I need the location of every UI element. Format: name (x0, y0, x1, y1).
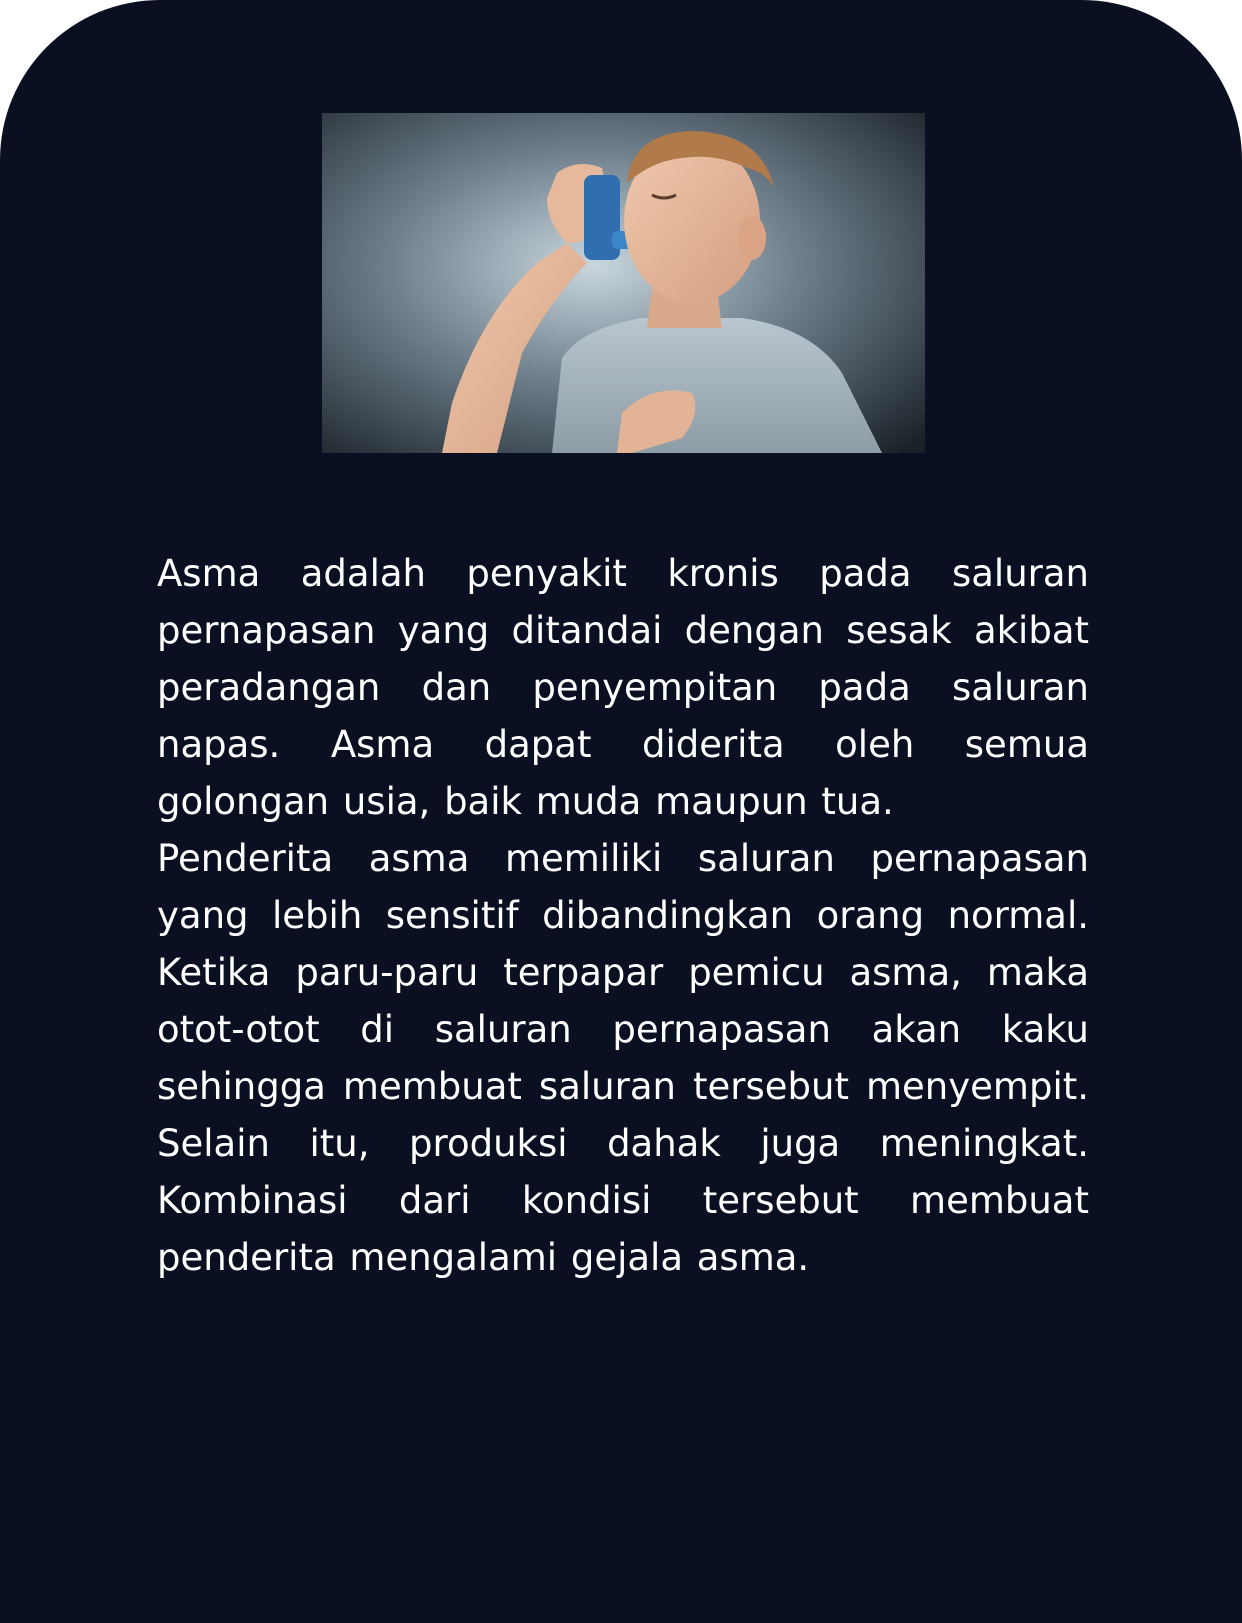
photo-child-inhaler (322, 113, 925, 453)
paragraph-definition: Asma adalah penyakit kronis pada saluran pernapasan yang ditandai dengan sesak akibat peradangan dan penyempitan pada saluran napas. Asma dapat diderita oleh semua golongan usia, baik muda maupun tua. (157, 552, 1089, 823)
article-text (157, 545, 1089, 1286)
paragraph-explanation: Penderita asma memiliki saluran pernapasan yang lebih sensitif dibandingkan orang normal. Ketika paru-paru terpapar pemicu asma, maka otot-otot di saluran pernapasan akan kaku sehingga membuat saluran tersebut menyempit. Selain itu, produksi dahak juga meningkat. Kombinasi dari kondisi tersebut membuat penderita mengalami gejala asma. (157, 837, 1089, 1279)
